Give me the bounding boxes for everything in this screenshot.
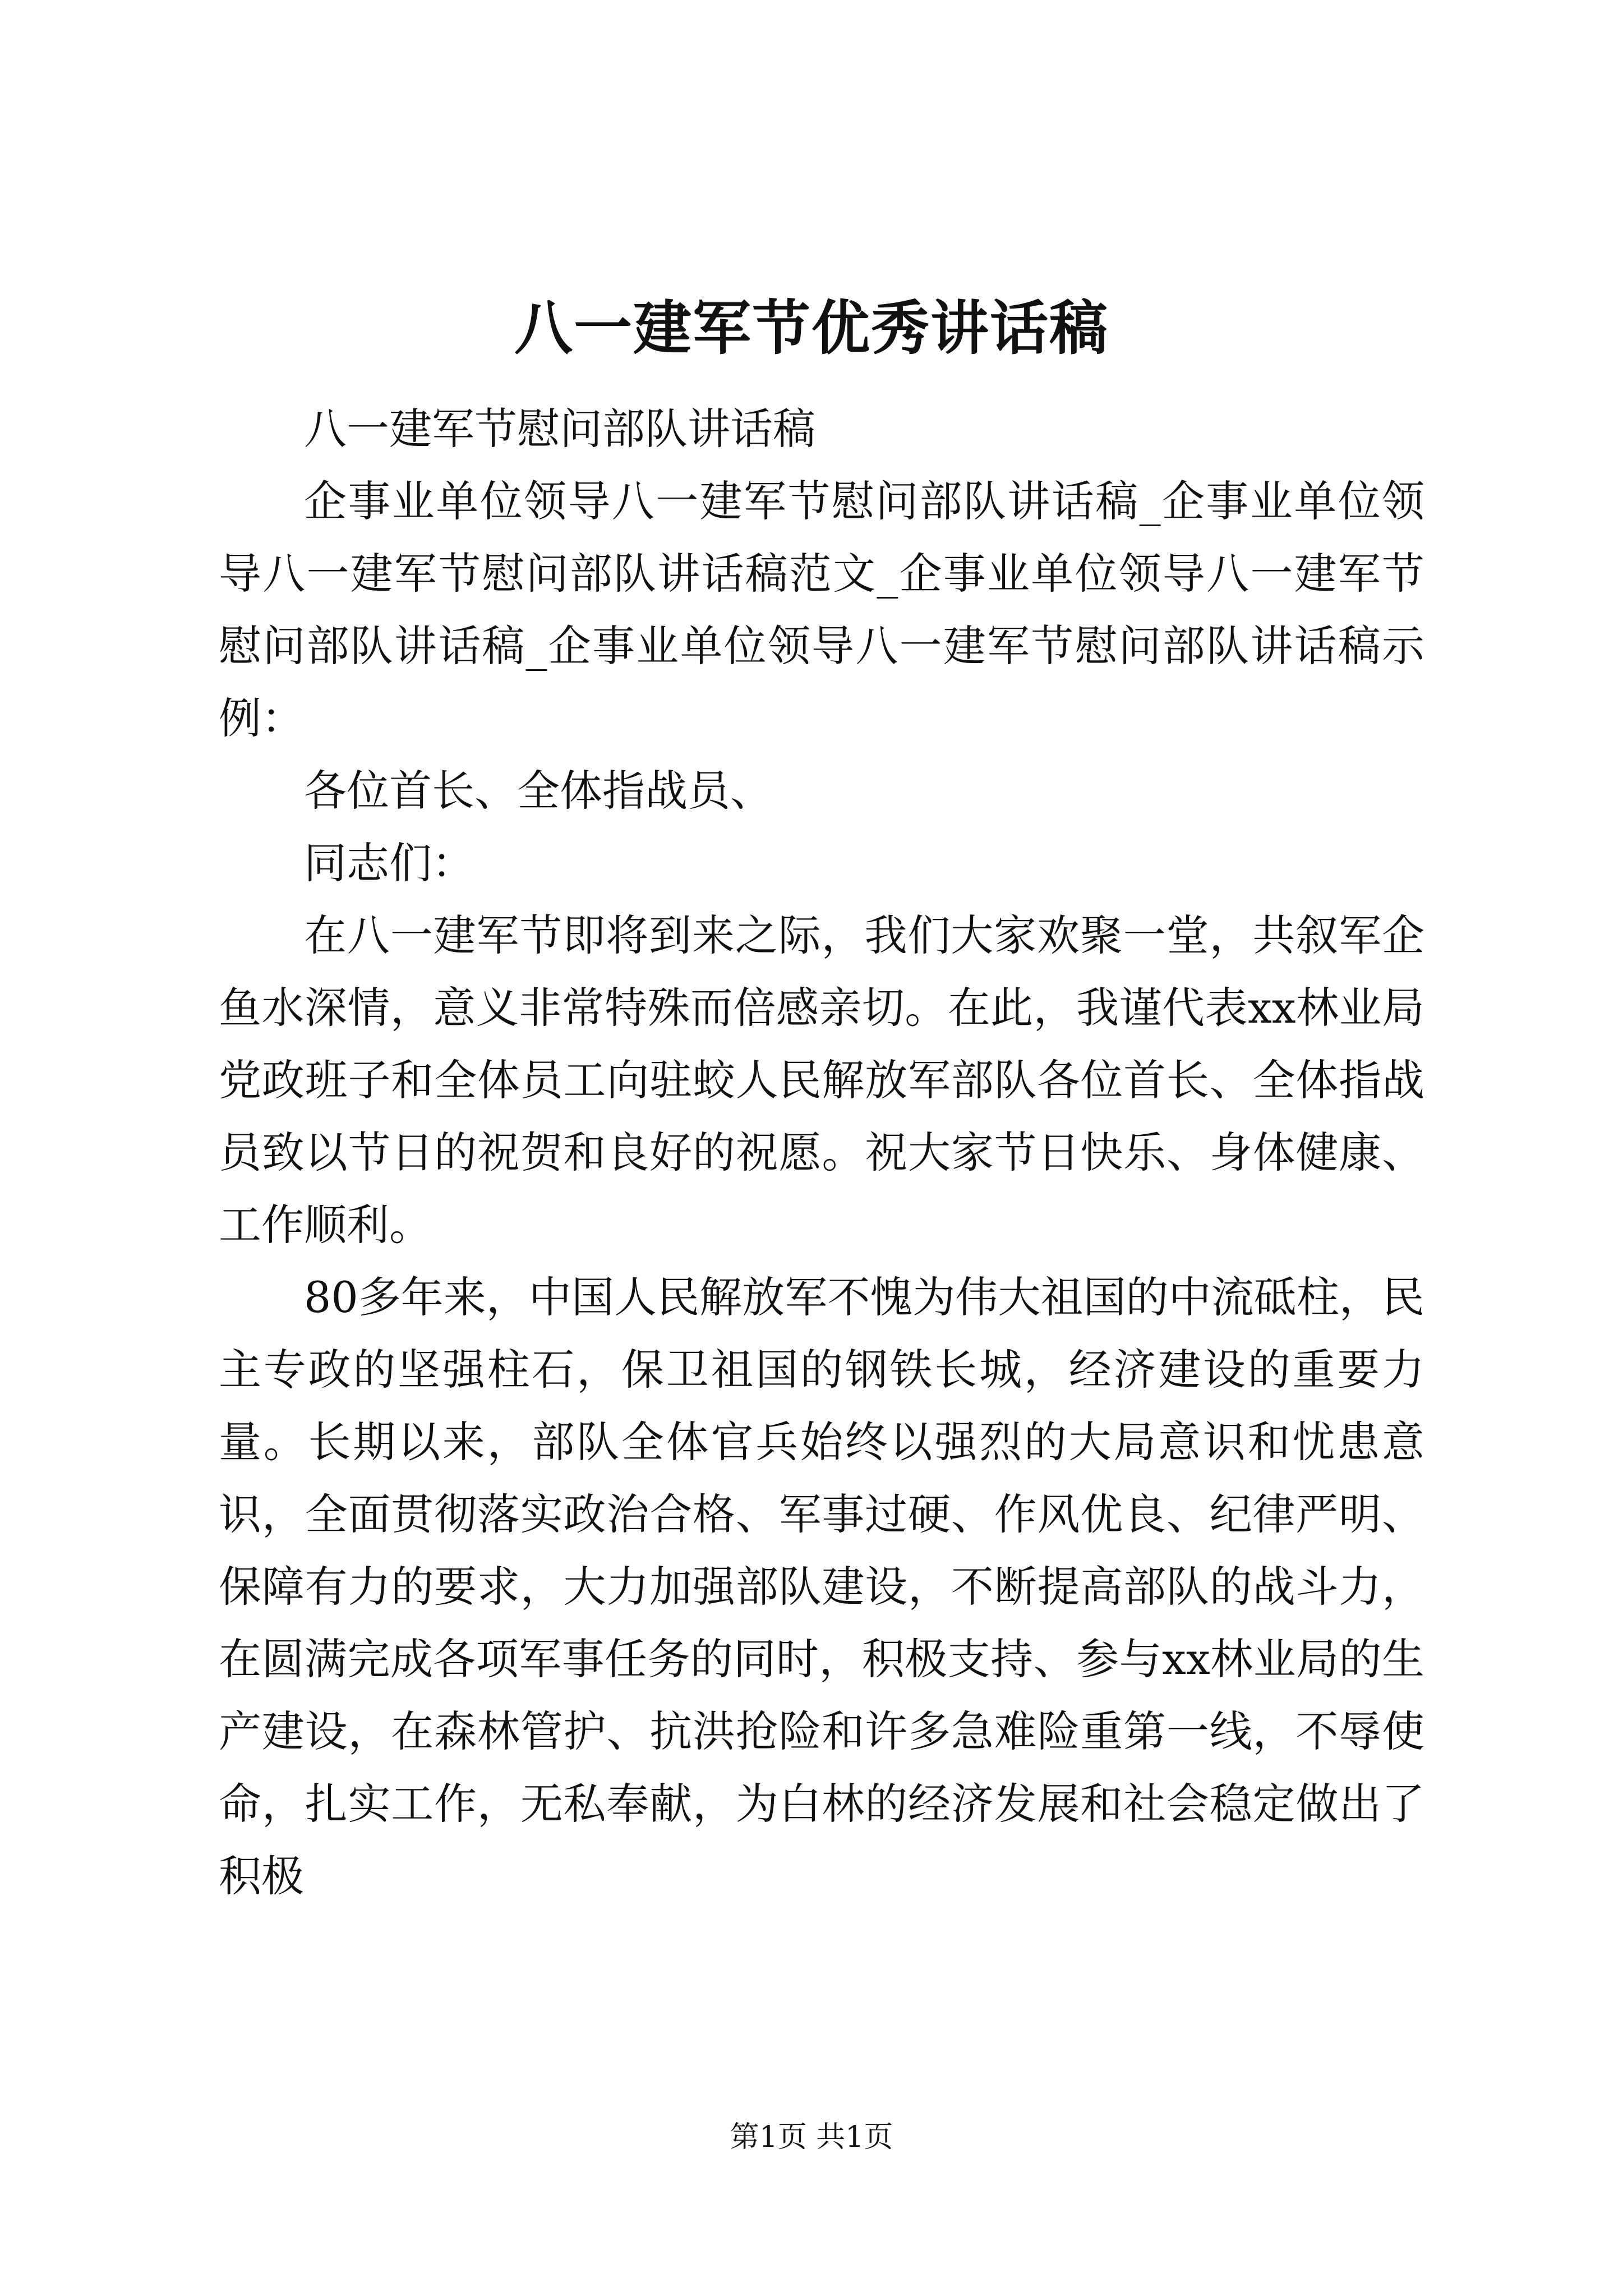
- paragraph-intro: 企事业单位领导八一建军节慰问部队讲话稿_企事业单位领导八一建军节慰问部队讲话稿范文_企事业单位领导八一建军节慰问部队讲话稿_企事业单位领导八一建军节慰问部队讲话稿示例：: [219, 476, 1424, 743]
- paragraph-salutation: 各位首长、全体指战员、: [304, 766, 773, 816]
- paragraph-subtitle: 八一建军节慰问部队讲话稿: [304, 404, 815, 454]
- page-footer: 第1页 共1页: [730, 2120, 893, 2154]
- paragraph-greeting: 同志们：: [304, 838, 474, 888]
- paragraph-opening: 在八一建军节即将到来之际，我们大家欢聚一堂，共叙军企鱼水深情，意义非常特殊而倍感亲切。在此，我谨代表xx林业局党政班子和全体员工向驻蛟人民解放军部队各位首长、全体指战员致以节日的祝贺和良好的祝愿。祝大家节日快乐、身体健康、工作顺利。: [219, 910, 1424, 1250]
- paragraph-history: 80多年来，中国人民解放军不愧为伟大祖国的中流砥柱，民主专政的坚强柱石，保卫祖国的钢铁长城，经济建设的重要力量。长期以来，部队全体官兵始终以强烈的大局意识和忧患意识，全面贯彻落实政治合格、军事过硬、作风优良、纪律严明、保障有力的要求，大力加强部队建设，不断提高部队的战斗力，在圆满完成各项军事任务的同时，积极支持、参与xx林业局的生产建设，在森林管护、抗洪抢险和许多急难险重第一线，不辱使命，扎实工作，无私奉献，为白林的经济发展和社会稳定做出了积极: [219, 1272, 1424, 1901]
- document-title: 八一建军节优秀讲话稿: [514, 293, 1109, 362]
- document-body: [219, 393, 1424, 1912]
